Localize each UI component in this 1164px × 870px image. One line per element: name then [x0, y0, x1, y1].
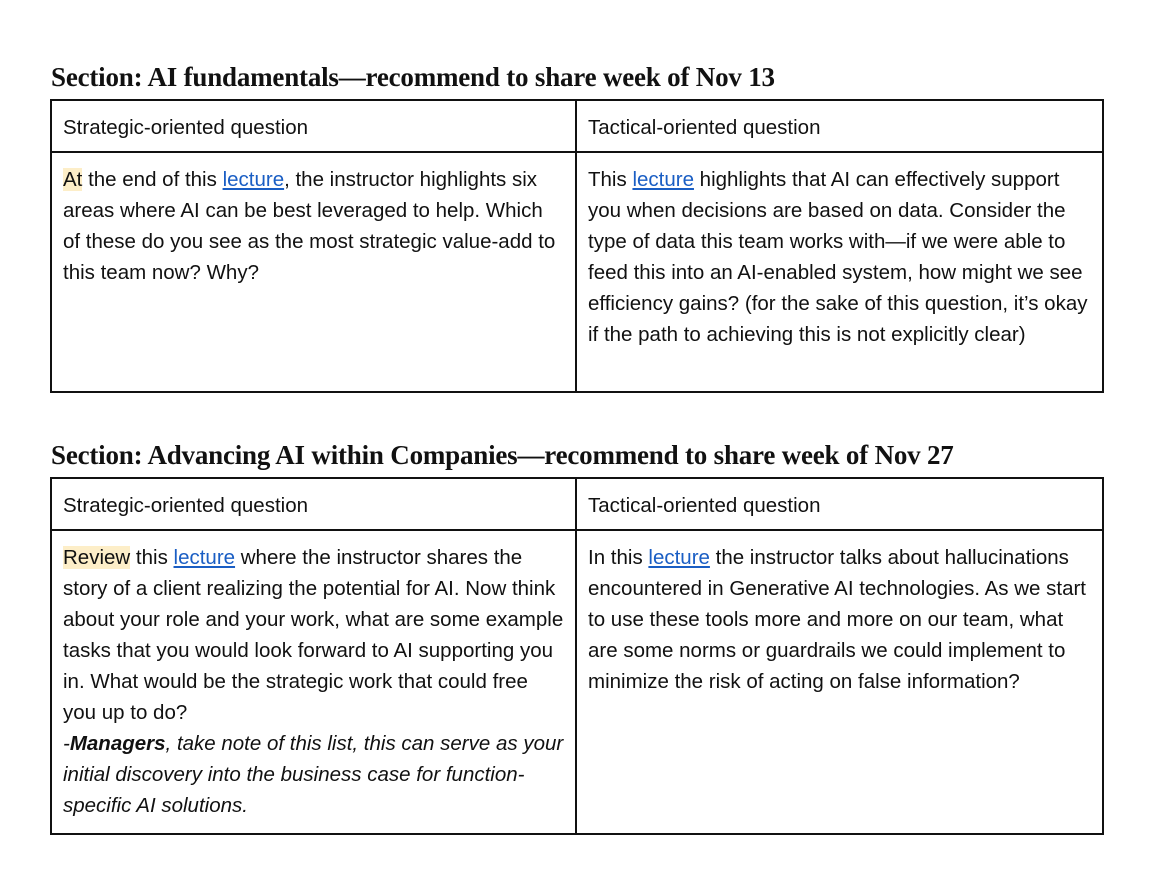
strategic-header-cell	[51, 478, 576, 530]
table-body-row	[51, 530, 1103, 834]
question-text: the instructor talks about hallucinations encountered in Generative AI technologies. As we start to use these tools more and more on our team, what are some norms or guardrails we could implement to minimize the risk of acting on false information?	[588, 546, 1086, 693]
question-table-ai-fundamentals	[50, 99, 1104, 393]
question-text: the end of this	[82, 168, 223, 191]
table-body-row	[51, 152, 1103, 392]
strategic-header-label: Strategic-oriented question	[63, 494, 309, 517]
question-text: This	[588, 168, 633, 191]
table-header-row	[51, 478, 1103, 530]
lecture-link[interactable]: lecture	[648, 546, 710, 569]
highlighted-text: At	[63, 168, 83, 191]
tactical-question-cell	[576, 152, 1103, 392]
question-text: In this	[588, 546, 649, 569]
tactical-header-cell	[576, 478, 1103, 530]
lecture-link[interactable]: lecture	[632, 168, 694, 191]
tactical-header-label: Tactical-oriented question	[588, 116, 821, 139]
highlighted-text: Review	[63, 546, 131, 569]
manager-note-dash: -	[63, 732, 70, 755]
section-title-advancing-ai: Section: Advancing AI within Companies—recommend to share week of Nov 27	[51, 440, 954, 470]
question-text: this	[130, 546, 174, 569]
strategic-header-cell	[51, 100, 576, 152]
manager-note-bold: Managers	[69, 732, 166, 755]
tactical-question-cell	[576, 530, 1103, 834]
table-header-row	[51, 100, 1103, 152]
lecture-link[interactable]: lecture	[173, 546, 236, 569]
question-text: , the instructor highlights six areas where AI can be best leveraged to help. Which of these do you see as the most strategic value-add to this team now? Why?	[63, 168, 556, 284]
strategic-question-cell	[51, 530, 576, 834]
tactical-header-cell	[576, 100, 1103, 152]
tactical-header-label: Tactical-oriented question	[588, 494, 821, 517]
question-text: where the instructor shares the story of a client realizing the potential for AI. Now think about your role and your work, what are some example tasks that you would look forward to AI supporting you in. What would be the strategic work that could free you up to do?	[63, 546, 564, 724]
question-table-advancing-ai	[50, 477, 1104, 835]
manager-note-text: , take note of this list, this can serve as your initial discovery into the business case for function-specific AI solutions.	[63, 732, 564, 817]
question-text: highlights that AI can effectively support you when decisions are based on data. Consider the type of data this team works with—if we were able to feed this into an AI-enabled system, how might we see efficiency gains? (for the sake of this question, it’s okay if the path to achieving this is not explicitly clear)	[588, 168, 1088, 346]
section-title-ai-fundamentals: Section: AI fundamentals—recommend to share week of Nov 13	[51, 62, 775, 92]
strategic-question-cell	[51, 152, 576, 392]
lecture-link[interactable]: lecture	[222, 168, 285, 191]
strategic-header-label: Strategic-oriented question	[63, 116, 309, 139]
